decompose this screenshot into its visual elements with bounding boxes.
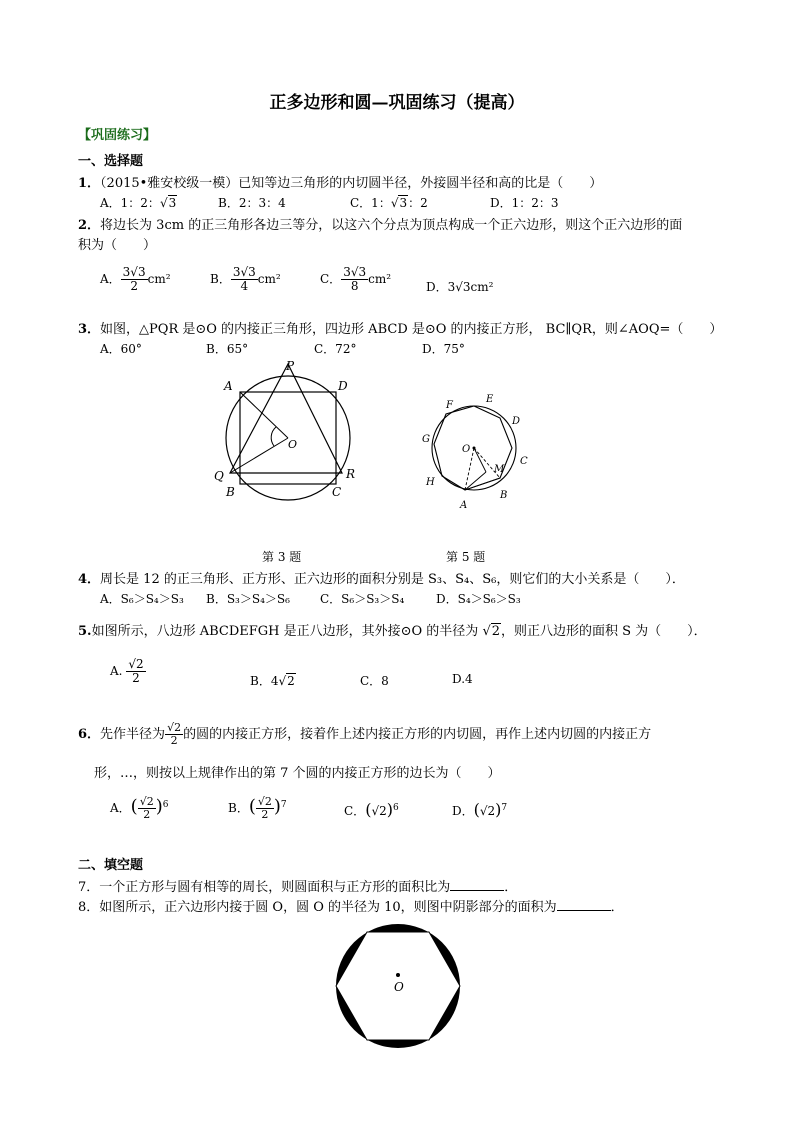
q4-option-a: A．S₆＞S₄＞S₃ <box>100 592 184 606</box>
question-text: （2015•雅安校级一模）已知等边三角形的内切圆半径，外接圆半径和高的比是（ ） <box>100 176 603 191</box>
label-r: R <box>346 467 356 481</box>
label-a: A <box>460 500 468 511</box>
label-o: O <box>288 438 298 451</box>
q3-option-b: B．65° <box>206 342 249 356</box>
page-title: 正多边形和圆—巩固练习（提高） <box>269 93 525 113</box>
label-d: D <box>512 416 521 427</box>
label-b: B <box>226 485 235 499</box>
label-h: H <box>426 477 435 488</box>
question-6: 6．先作半径为 $\frac{√2}{2}$ 的圆的内接正方形，接着作上述内接正方形的内切圆，再作上述内切圆的内接正方 <box>78 721 652 748</box>
q6-option-a: A．( $\frac{√2}{2}$ )$^6$ <box>110 795 169 822</box>
q2-option-d: D．3√3cm² <box>426 280 494 294</box>
label-m: M <box>494 464 505 475</box>
q2-option-b: B． $\frac{3√3}{4}$ cm² <box>210 265 281 294</box>
q6-option-b: B．( $\frac{√2}{2}$ )$^7$ <box>228 795 287 822</box>
label-e: E <box>486 394 494 405</box>
segment-oa <box>240 392 288 438</box>
section-heading-fill: 二、填空题 <box>78 858 144 873</box>
q5-option-c: C．8 <box>360 674 389 688</box>
label-q: Q <box>214 469 224 483</box>
q6-option-d: D．$(√2)^7$ <box>452 800 508 819</box>
question-7: 7．一个正方形与圆有相等的周长，则圆面积与正方形的面积比为 ． <box>78 880 518 895</box>
q3-option-c: C．72° <box>314 342 357 356</box>
question-2: 2．将边长为 3cm 的正三角形各边三等分，以这六个分点为顶点构成一个正六边形，则这个正六边形的面 <box>78 218 683 233</box>
label-o: O <box>394 980 404 994</box>
question-6-line2: 形，…，则按以上规律作出的第 7 个圆的内接正方形的边长为（ ） <box>94 766 501 781</box>
angle-mark <box>271 427 276 446</box>
question-2-line2: 积为（ ） <box>78 238 157 253</box>
label-g: G <box>422 434 430 445</box>
q4-option-c: C．S₆＞S₃＞S₄ <box>320 592 405 606</box>
q4-option-b: B．S₃＞S₄＞S₆ <box>206 592 290 606</box>
q5-option-b: B．4√2 <box>250 674 295 688</box>
label-f: F <box>446 400 453 411</box>
label-d: D <box>338 379 348 393</box>
question-8: 8．如图所示，正六边形内接于圆 O，圆 O 的半径为 10，则图中阴影部分的面积为 ． <box>78 900 624 915</box>
section-heading-choice: 一、选择题 <box>78 154 144 169</box>
q1-option-a: A．1：2：√3 <box>100 196 177 210</box>
q6-option-c: C．$(√2)^6$ <box>344 800 399 819</box>
q1-option-c: C．1：√3：2 <box>350 196 428 210</box>
question-1 <box>78 172 602 191</box>
question-4: 4．周长是 12 的正三角形、正方形、正六边形的面积分别是 S₃、S₄、S₆，则它们的大小关系是（ ）． <box>78 572 685 587</box>
answer-blank <box>450 878 504 891</box>
figure-5-caption: 第 5 题 <box>446 550 486 564</box>
question-5: 5.如图所示，八边形 ABCDEFGH 是正八边形，其外接⊙O 的半径为 √2，则正八边形的面积 S 为（ ）． <box>78 624 707 639</box>
q2-option-a: A． $\frac{3√3}{2}$ cm² <box>100 265 171 294</box>
figure-3 <box>210 356 370 506</box>
label-c: C <box>520 456 528 467</box>
figure-8 <box>330 918 466 1054</box>
label-o: O <box>462 444 471 455</box>
q3-option-a: A．60° <box>100 342 142 356</box>
q5-option-a: A. $\frac{√2}{2}$ <box>110 657 144 686</box>
q3-option-d: D．75° <box>422 342 465 356</box>
q1-option-b: B．2：3：4 <box>218 196 286 210</box>
triangle-pqr <box>230 364 342 473</box>
question-3: 3．如图，△PQR 是⊙O 的内接正三角形，四边形 ABCD 是⊙O 的内接正方形， BC∥QR，则∠AOQ=（ ） <box>78 322 723 337</box>
q2-option-c: C． $\frac{3√3}{8}$ cm² <box>320 265 392 294</box>
figure-5 <box>416 390 536 515</box>
question-number: 1． <box>78 176 101 191</box>
label-b: B <box>500 490 508 501</box>
label-c: C <box>332 485 342 499</box>
figure-3-caption: 第 3 题 <box>262 550 302 564</box>
q5-option-d: D.4 <box>452 672 473 686</box>
answer-blank <box>557 898 611 911</box>
section-tag: 【巩固练习】 <box>78 128 157 143</box>
q4-option-d: D．S₄＞S₆＞S₃ <box>436 592 521 606</box>
q1-option-d: D．1：2：3 <box>490 196 559 210</box>
label-p: P <box>286 359 295 373</box>
label-a: A <box>224 379 233 393</box>
